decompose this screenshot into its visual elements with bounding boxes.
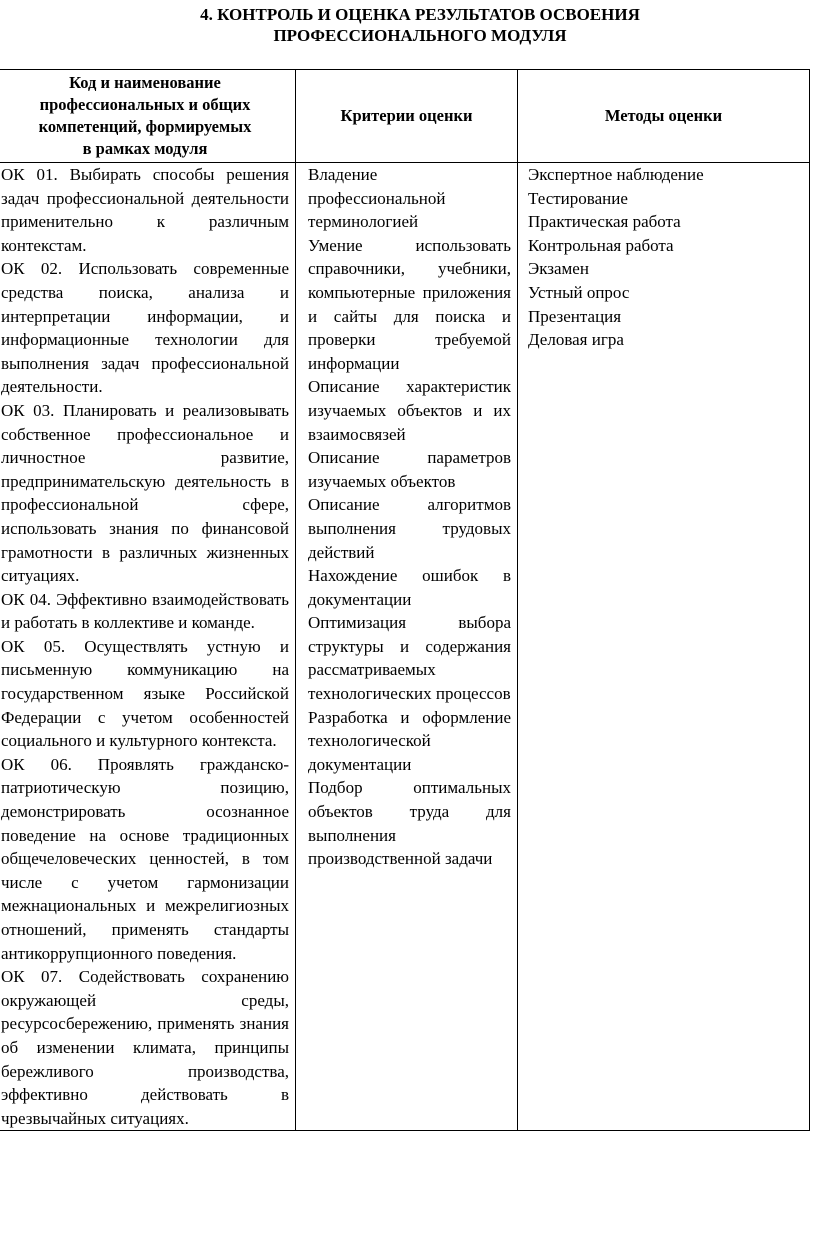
competency-item: ОК 04. Эффективно взаимодействовать и работать в коллективе и команде. bbox=[1, 589, 289, 633]
method-item: Практическая работа bbox=[528, 212, 681, 232]
method-item: Презентация bbox=[528, 306, 622, 326]
header-competencies-line: Код и наименование bbox=[69, 73, 221, 92]
competency-item: ОК 06. Проявлять гражданско-патриотическую позицию, демонстрировать осознанное поведение на основе традиционных общечеловеческих ценностей, в том числе с учетом гармонизации межнациональных и межрелигиозных отношений, применять стандарты антикоррупционного поведения. bbox=[1, 754, 289, 963]
criterion-item: Нахождение ошибок в документации bbox=[308, 566, 511, 609]
table-body-row bbox=[0, 163, 810, 1131]
criteria-cell bbox=[296, 163, 518, 1131]
section-title-line-2: ПРОФЕССИОНАЛЬНОГО МОДУЛЯ bbox=[273, 26, 567, 45]
header-competencies-line: компетенций, формируемых bbox=[38, 117, 252, 136]
criterion-item: Описание параметров изучаемых объектов bbox=[308, 448, 511, 491]
criterion-item: Оптимизация выбора структуры и содержания рассматриваемых технологических процессов bbox=[308, 613, 511, 704]
criterion-item: Умение использовать справочники, учебники, компьютерные приложения и сайты для поиска и проверки требуемой информации bbox=[308, 235, 511, 373]
competency-item: ОК 03. Планировать и реализовывать собственное профессиональное и личностное развитие, предпринимательскую деятельность в профессиональной сфере, использовать знания по финансовой грамотности в различных жизненных ситуациях. bbox=[1, 400, 289, 586]
criterion-item: Владение профессиональной терминологией bbox=[308, 165, 446, 232]
section-title-line-1: 4. КОНТРОЛЬ И ОЦЕНКА РЕЗУЛЬТАТОВ ОСВОЕНИЯ bbox=[200, 5, 640, 24]
competency-item: ОК 02. Использовать современные средства поиска, анализа и интерпретации информации, и информационные технологии для выполнения задач профессиональной деятельности. bbox=[1, 259, 289, 397]
method-item: Экзамен bbox=[528, 259, 589, 279]
method-item: Экспертное наблюдение bbox=[528, 165, 704, 184]
criterion-item: Подбор оптимальных объектов труда для выполнения производственной задачи bbox=[308, 778, 511, 869]
assessment-table bbox=[0, 69, 810, 1131]
header-competencies bbox=[0, 70, 296, 163]
table-header-row bbox=[0, 70, 810, 163]
section-title bbox=[60, 4, 780, 46]
criterion-item: Разработка и оформление технологической документации bbox=[308, 707, 511, 774]
competencies-cell bbox=[0, 163, 296, 1131]
methods-cell bbox=[518, 163, 810, 1131]
method-item: Устный опрос bbox=[528, 282, 630, 302]
header-methods: Методы оценки bbox=[518, 70, 810, 163]
competency-item: ОК 01. Выбирать способы решения задач профессиональной деятельности применительно к различным контекстам. bbox=[1, 165, 289, 255]
method-item: Контрольная работа bbox=[528, 235, 674, 255]
method-item: Деловая игра bbox=[528, 330, 624, 350]
header-competencies-line: в рамках модуля bbox=[82, 139, 208, 158]
criterion-item: Описание алгоритмов выполнения трудовых действий bbox=[308, 495, 511, 562]
criterion-item: Описание характеристик изучаемых объектов и их взаимосвязей bbox=[308, 377, 511, 444]
method-item: Тестирование bbox=[528, 188, 628, 208]
header-criteria: Критерии оценки bbox=[296, 70, 518, 163]
competency-item: ОК 05. Осуществлять устную и письменную коммуникацию на государственном языке Российской Федерации с учетом особенностей социального и культурного контекста. bbox=[1, 636, 289, 751]
competency-item: ОК 07. Содействовать сохранению окружающей среды, ресурсосбережению, применять знания об изменении климата, принципы бережливого производства, эффективно действовать в чрезвычайных ситуациях. bbox=[1, 967, 289, 1128]
header-competencies-line: профессиональных и общих bbox=[39, 95, 251, 114]
